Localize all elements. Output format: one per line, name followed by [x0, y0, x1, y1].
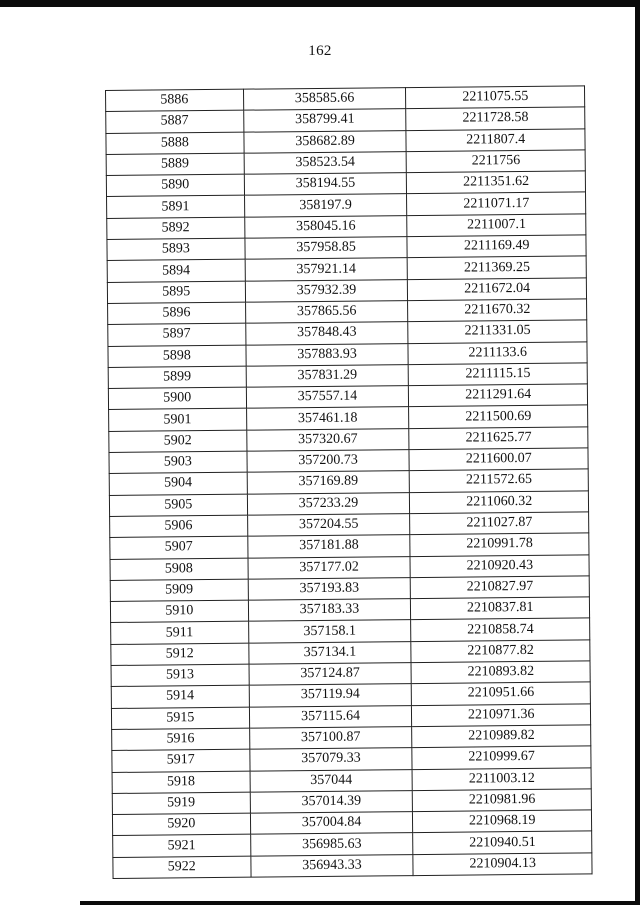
- y-coordinate-cell: 2210981.96: [413, 789, 592, 812]
- x-coordinate-cell: 358682.89: [244, 130, 407, 153]
- y-coordinate-cell: 2210858.74: [411, 618, 590, 641]
- y-coordinate-cell: 2210940.51: [413, 831, 592, 854]
- x-coordinate-cell: 357557.14: [246, 386, 409, 409]
- x-coordinate-cell: 357193.83: [248, 577, 411, 600]
- point-number-cell: 5893: [107, 238, 245, 261]
- point-number-cell: 5888: [106, 132, 244, 155]
- y-coordinate-cell: 2210968.19: [413, 810, 592, 833]
- point-number-cell: 5918: [112, 771, 250, 794]
- y-coordinate-cell: 2211351.62: [407, 171, 586, 194]
- x-coordinate-cell: 357200.73: [247, 450, 410, 473]
- x-coordinate-cell: 357204.55: [247, 514, 410, 537]
- x-coordinate-cell: 358585.66: [243, 88, 406, 111]
- point-number-cell: 5886: [106, 89, 244, 112]
- x-coordinate-cell: 357461.18: [246, 407, 409, 430]
- point-number-cell: 5899: [108, 366, 246, 389]
- point-number-cell: 5897: [108, 323, 246, 346]
- y-coordinate-cell: 2210904.13: [413, 853, 592, 876]
- y-coordinate-cell: 2210999.67: [412, 746, 591, 769]
- x-coordinate-cell: 357134.1: [248, 641, 411, 664]
- point-number-cell: 5914: [111, 685, 249, 708]
- point-number-cell: 5898: [108, 345, 246, 368]
- y-coordinate-cell: 2211331.05: [408, 320, 587, 343]
- y-coordinate-cell: 2210827.97: [411, 576, 590, 599]
- x-coordinate-cell: 357115.64: [249, 705, 412, 728]
- point-number-cell: 5892: [107, 217, 245, 240]
- y-coordinate-cell: 2210837.81: [411, 597, 590, 620]
- y-coordinate-cell: 2211756: [407, 150, 586, 173]
- x-coordinate-cell: 357158.1: [248, 620, 411, 643]
- point-number-cell: 5919: [112, 792, 250, 815]
- y-coordinate-cell: 2211672.04: [408, 278, 587, 301]
- y-coordinate-cell: 2210989.82: [412, 725, 591, 748]
- point-number-cell: 5922: [113, 856, 251, 879]
- page-number: 162: [308, 43, 332, 59]
- x-coordinate-cell: 357958.85: [245, 237, 408, 260]
- point-number-cell: 5911: [111, 622, 249, 645]
- point-number-cell: 5913: [111, 664, 249, 687]
- point-number-cell: 5916: [112, 728, 250, 751]
- x-coordinate-cell: 357169.89: [247, 471, 410, 494]
- x-coordinate-cell: 358194.55: [244, 173, 407, 196]
- y-coordinate-cell: 2211572.65: [410, 469, 589, 492]
- point-number-cell: 5908: [110, 558, 248, 581]
- x-coordinate-cell: 358045.16: [244, 215, 407, 238]
- x-coordinate-cell: 357004.84: [250, 812, 413, 835]
- x-coordinate-cell: 357320.67: [246, 428, 409, 451]
- y-coordinate-cell: 2211007.1: [407, 214, 586, 237]
- x-coordinate-cell: 357044: [250, 769, 413, 792]
- x-coordinate-cell: 356985.63: [250, 833, 413, 856]
- x-coordinate-cell: 357233.29: [247, 492, 410, 515]
- x-coordinate-cell: 358799.41: [243, 109, 406, 132]
- point-number-cell: 5887: [106, 110, 244, 133]
- scan-edge-top: [0, 0, 640, 7]
- y-coordinate-cell: 2211369.25: [408, 256, 587, 279]
- point-number-cell: 5910: [110, 600, 248, 623]
- x-coordinate-cell: 357883.93: [246, 343, 409, 366]
- y-coordinate-cell: 2211670.32: [408, 299, 587, 322]
- x-coordinate-cell: 357014.39: [250, 790, 413, 813]
- y-coordinate-cell: 2211500.69: [409, 405, 588, 428]
- y-coordinate-cell: 2210991.78: [410, 533, 589, 556]
- point-number-cell: 5907: [110, 536, 248, 559]
- x-coordinate-cell: 357183.33: [248, 599, 411, 622]
- point-number-cell: 5902: [109, 430, 247, 453]
- coordinate-table-body: [106, 86, 593, 879]
- y-coordinate-cell: 2210951.66: [412, 682, 591, 705]
- point-number-cell: 5917: [112, 749, 250, 772]
- y-coordinate-cell: 2211169.49: [407, 235, 586, 258]
- x-coordinate-cell: 357181.88: [247, 535, 410, 558]
- y-coordinate-cell: 2210893.82: [411, 661, 590, 684]
- point-number-cell: 5894: [107, 260, 245, 283]
- y-coordinate-cell: 2210877.82: [411, 640, 590, 663]
- y-coordinate-cell: 2211600.07: [409, 448, 588, 471]
- x-coordinate-cell: 357177.02: [248, 556, 411, 579]
- point-number-cell: 5891: [107, 196, 245, 219]
- point-number-cell: 5889: [106, 153, 244, 176]
- y-coordinate-cell: 2210920.43: [410, 554, 589, 577]
- x-coordinate-cell: 358523.54: [244, 151, 407, 174]
- coordinate-table: [105, 85, 593, 879]
- scan-edge-right: [635, 0, 640, 905]
- point-number-cell: 5915: [111, 707, 249, 730]
- point-number-cell: 5920: [112, 813, 250, 836]
- x-coordinate-cell: 357865.56: [245, 301, 408, 324]
- y-coordinate-cell: 2211115.15: [409, 363, 588, 386]
- y-coordinate-cell: 2211807.4: [406, 128, 585, 151]
- x-coordinate-cell: 357100.87: [249, 726, 412, 749]
- point-number-cell: 5896: [108, 302, 246, 325]
- point-number-cell: 5912: [111, 643, 249, 666]
- y-coordinate-cell: 2211291.64: [409, 384, 588, 407]
- point-number-cell: 5901: [109, 409, 247, 432]
- x-coordinate-cell: 356943.33: [250, 854, 413, 877]
- coordinate-table-container: [105, 85, 592, 875]
- x-coordinate-cell: 357848.43: [245, 322, 408, 345]
- table-row: [113, 853, 592, 879]
- point-number-cell: 5909: [110, 579, 248, 602]
- y-coordinate-cell: 2211075.55: [406, 86, 585, 109]
- point-number-cell: 5921: [113, 835, 251, 858]
- point-number-cell: 5905: [109, 494, 247, 517]
- y-coordinate-cell: 2210971.36: [412, 703, 591, 726]
- y-coordinate-cell: 2211027.87: [410, 512, 589, 535]
- y-coordinate-cell: 2211003.12: [412, 767, 591, 790]
- y-coordinate-cell: 2211728.58: [406, 107, 585, 130]
- point-number-cell: 5900: [108, 387, 246, 410]
- x-coordinate-cell: 358197.9: [244, 194, 407, 217]
- x-coordinate-cell: 357932.39: [245, 279, 408, 302]
- x-coordinate-cell: 357921.14: [245, 258, 408, 281]
- y-coordinate-cell: 2211071.17: [407, 192, 586, 215]
- x-coordinate-cell: 357079.33: [249, 748, 412, 771]
- y-coordinate-cell: 2211060.32: [410, 491, 589, 514]
- x-coordinate-cell: 357831.29: [246, 364, 409, 387]
- scan-edge-bottom: [80, 901, 640, 905]
- y-coordinate-cell: 2211133.6: [408, 341, 587, 364]
- point-number-cell: 5895: [107, 281, 245, 304]
- point-number-cell: 5904: [109, 473, 247, 496]
- y-coordinate-cell: 2211625.77: [409, 427, 588, 450]
- x-coordinate-cell: 357124.87: [249, 663, 412, 686]
- point-number-cell: 5890: [106, 174, 244, 197]
- point-number-cell: 5903: [109, 451, 247, 474]
- point-number-cell: 5906: [110, 515, 248, 538]
- x-coordinate-cell: 357119.94: [249, 684, 412, 707]
